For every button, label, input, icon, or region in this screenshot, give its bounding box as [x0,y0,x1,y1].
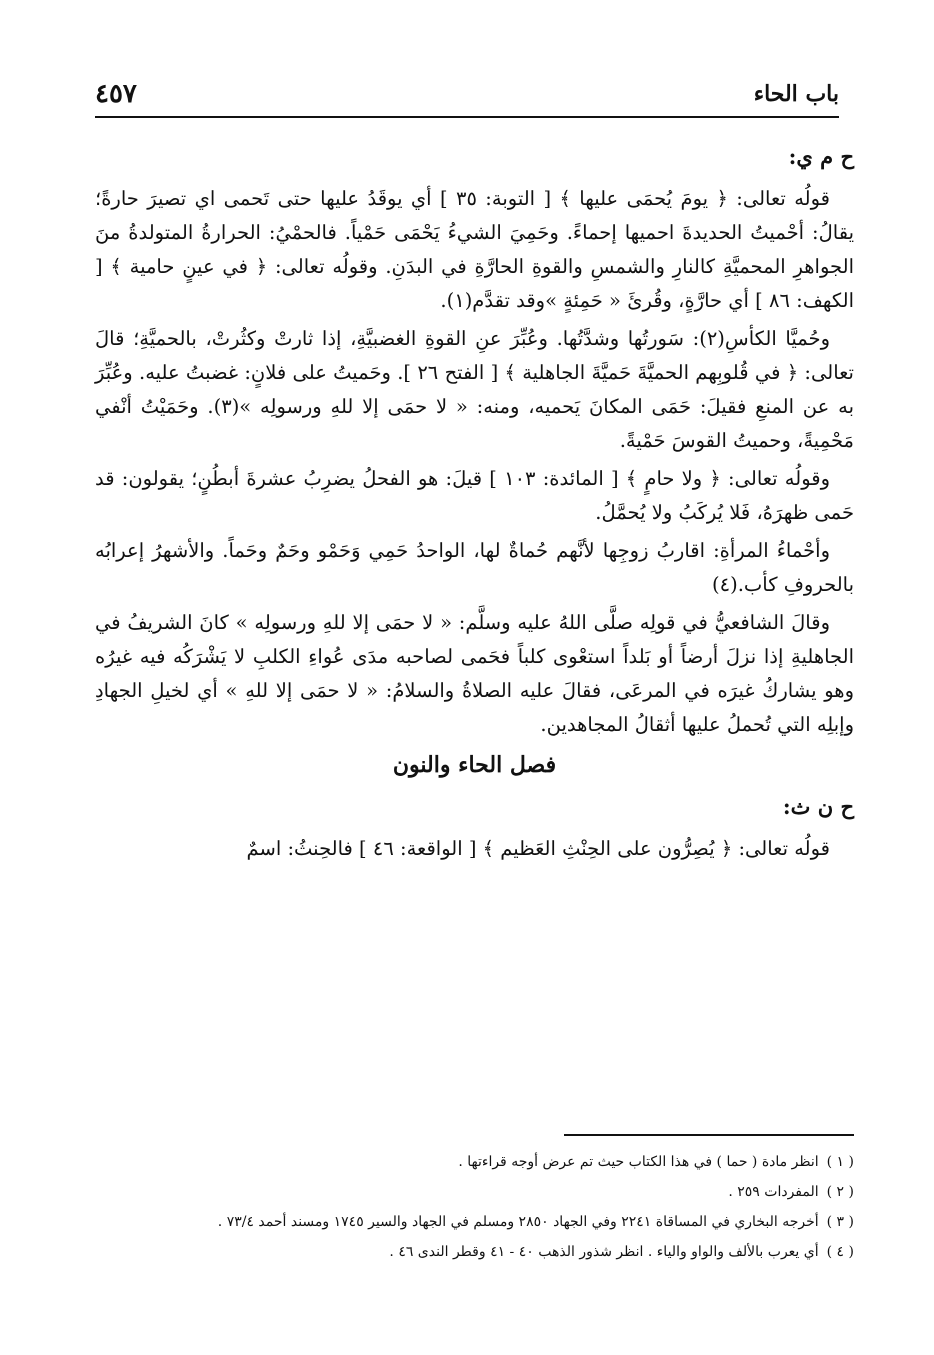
paragraph: وقولُه تعالى: ﴿ ولا حامٍ ﴾ [ المائدة: ١٠٣ ] قيلَ: هو الفحلُ يضرِبُ عشرةَ أبطُنٍ؛ يقولون: قد حَمى ظهرَهُ، فَلا يُركَبُ ولا يُحمَّلُ. [95,467,854,524]
root-heading-hnth: ح ن ث: [782,794,854,819]
footnote-number: ( ٤ ) [826,1244,854,1260]
main-text [95,140,854,870]
running-header [95,72,839,118]
footnote [95,1150,854,1174]
footnote [95,1210,854,1234]
footnote-number: ( ٢ ) [826,1184,854,1200]
footnote-divider [564,1134,854,1136]
footnote [95,1180,854,1204]
paragraph: وحُميَّا الكأسِ(٢): سَورتُها وشدَّتُها. وعُبِّرَ عنِ القوةِ الغضبيَّةِ، إذا ثارتْ وكثُرتْ، بالحميَّةِ؛ قالَ تعالى: ﴿ في قُلوبِهم الحميَّةَ حَميَّةَ الجاهلية ﴾ [ الفتح ٢٦ ]. وحَميتُ على فلانٍ: غضبتُ عليه. وعُبِّرَ به عن المنعِ فقيلَ: حَمَى المكانَ يَحميه، ومنه: « لا حمَى إلا للهِ ورسولِه »(٣). وحَمَيْتُ أنْفي مَحْمِيةً، وحميتُ القوسَ حَمْيةً. [95,327,854,452]
footnote [95,1240,854,1264]
chapter-title: باب الحاء [753,81,839,107]
footnote-text: انظر مادة ( حما ) في هذا الكتاب حيث تم عرض أوجه قراءتها . [458,1154,819,1170]
paragraph: وقالَ الشافعيُّ في قولِه صلَّى اللهُ عليه وسلَّم: « لا حمَى إلا للهِ ورسولِه » كانَ الشريفُ في الجاهليةِ إذا نزلَ أرضاً أو بَلداً استعْوى كلباً فحَمى لصاحبه مدَى عُواءِ الكلبِ لا يَشْرَكُه فيه غيرُه وهو يشاركُ غيرَه في المرعَى، فقالَ عليه الصلاةُ والسلامُ: « لا حمَى إلا للهِ » أي لخيلِ الجهادِ وإبلِه التي تُحملُ عليها أثقالُ المجاهدين. [95,611,854,736]
footnote-text: المفردات ٢٥٩ . [728,1184,819,1200]
footnote-number: ( ١ ) [826,1154,854,1170]
footnote-number: ( ٣ ) [826,1214,854,1230]
footnote-text: أخرجه البخاري في المساقاة ٢٢٤١ وفي الجهاد ٢٨٥٠ ومسلم في الجهاد والسير ١٧٤٥ ومسند أحمد ٧٣/٤ . [217,1214,819,1230]
page-number: ٤٥٧ [95,79,137,109]
root-heading-hmy: ح م ي: [788,144,854,169]
paragraph: قولُه تعالى: ﴿ يُصِرُّون على الحِنْثِ العَظيم ﴾ [ الواقعة: ٤٦ ] فالحِنثُ: اسمٌ [246,837,830,860]
paragraph: قولُه تعالى: ﴿ يومَ يُحمَى عليها ﴾ [ التوبة: ٣٥ ] أي يوقَدُ عليها حتى تَحمى اي تصيرَ حارةً؛ يقالُ: أحْميتُ الحديدةَ احميها إحماءً. وحَمِيَ الشيءُ يَحْمَى حَمْياً. فالحمْيُ: الحرارةُ المتولدةُ منَ الجواهرِ المحميَّةِ كالنارِ والشمسِ والقوةِ الحارَّةِ في البدَنِ. وقولُه تعالى: ﴿ في عينٍ حامية ﴾ [ الكهف: ٨٦ ] أي حارَّةٍ، وقُرئَ « حَمِئةٍ »وقد تقدَّم(١). [95,187,854,312]
paragraph: وأحْماءُ المرأةِ: اقاربُ زوجِها لأنَّهم حُماةٌ لها، الواحدُ حَمِي وَحَمْو وحَمٌ وحَماً. والأشهرُ إعرابُه بالحروفِ كأب.(٤) [95,539,854,596]
footnote-text: أي يعرب بالألف والواو والياء . انظر شذور الذهب ٤٠ - ٤١ وقطر الندى ٤٦ . [389,1244,819,1260]
section-title: فصل الحاء والنون [392,752,557,778]
footnotes [95,1150,854,1270]
